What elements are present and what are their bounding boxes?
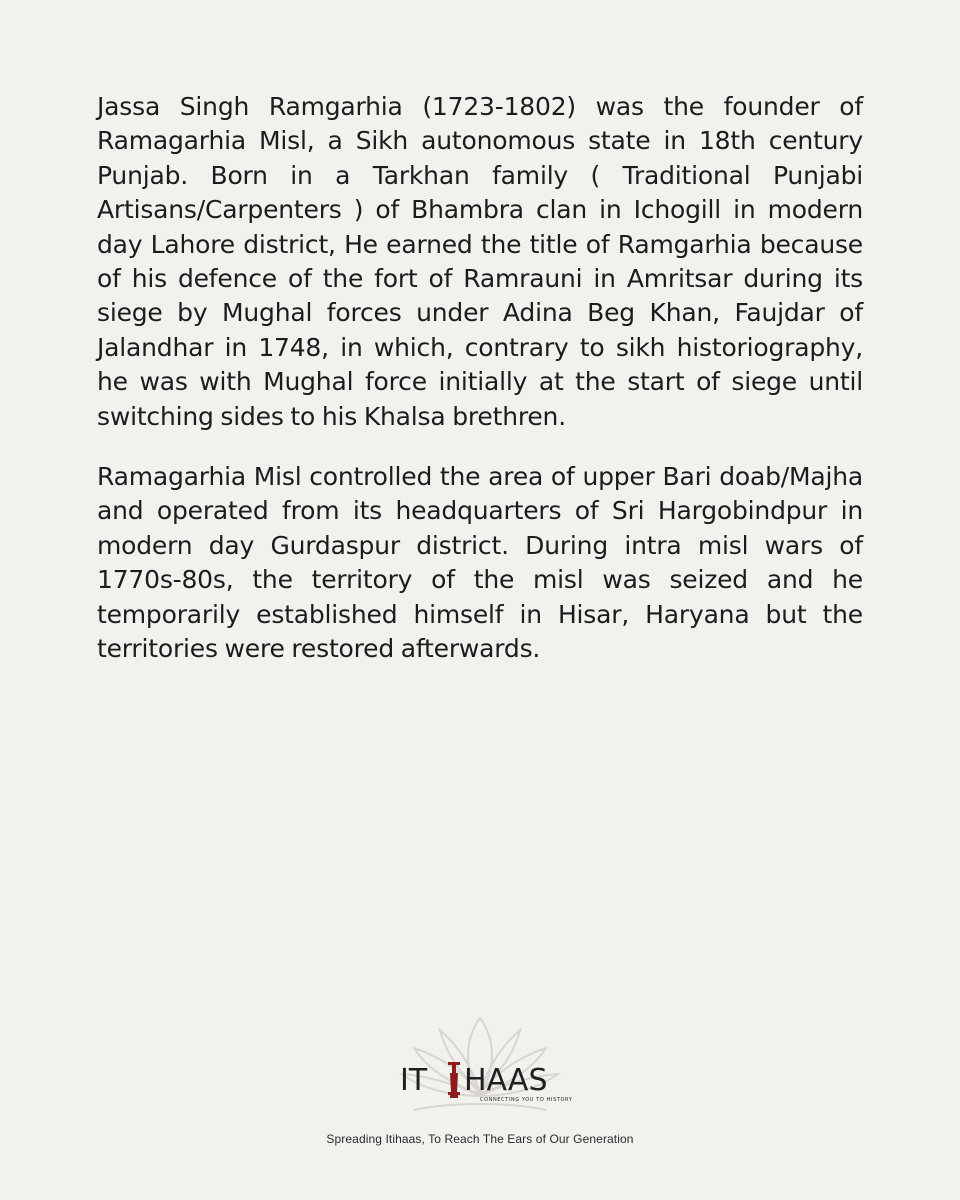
lotus-logo-icon xyxy=(380,1010,580,1135)
article-paragraph: Ramagarhia Misl controlled the area of upper Bari doab/Majha and operated from its headquarters of Sri Hargobindpur in modern day Gurdaspur district. During intra misl wars of 1770s-80s, the territory of the misl was seized and he temporarily established himself in Hisar, Haryana but the territories were restored afterwards. xyxy=(97,462,863,664)
logo-wordmark-left: IT xyxy=(400,1063,428,1098)
itihaas-logo xyxy=(0,1010,960,1135)
footer-slogan: Spreading Itihaas, To Reach The Ears of Our Generation xyxy=(326,1132,634,1146)
logo-wordmark-right: HAAS xyxy=(464,1063,548,1098)
article-paragraph: Jassa Singh Ramgarhia (1723-1802) was the founder of Ramagarhia Misl, a Sikh autonomous state in 18th century Punjab. Born in a Tarkhan family ( Traditional Punjabi Artisans/Carpenters ) of Bhambra clan in Ichogill in modern day Lahore district, He earned the title of Ramgarhia because of his defence of the fort of Ramrauni in Amritsar during its siege by Mughal forces under Adina Beg Khan, Faujdar of Jalandhar in 1748, in which, contrary to sikh historiography, he was with Mughal force initially at the start of siege until switching sides to his Khalsa brethren. xyxy=(97,92,863,431)
logo-tagline: CONNECTING YOU TO HISTORY xyxy=(480,1097,573,1103)
article-body xyxy=(97,90,863,693)
